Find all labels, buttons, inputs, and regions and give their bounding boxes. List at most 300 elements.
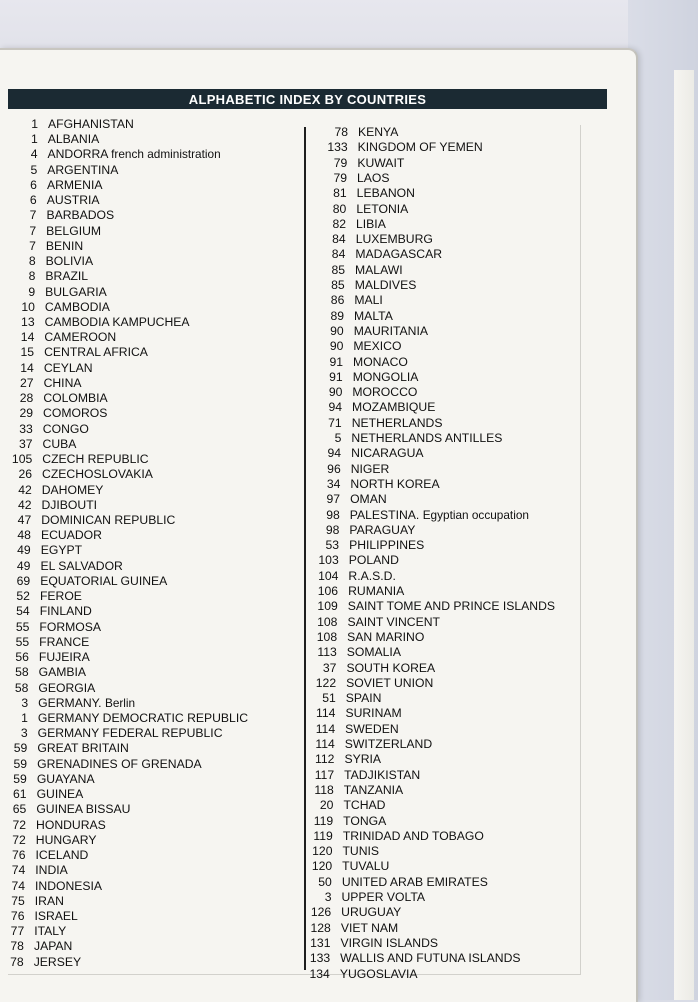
country-label: BOLIVIA	[45, 254, 94, 269]
country-name	[40, 604, 92, 619]
country-name	[36, 848, 89, 863]
country-label: PARAGUAY	[349, 522, 416, 537]
country-label: BENIN	[45, 238, 84, 253]
country-label: LEBANON	[356, 186, 415, 201]
country-label: MALDIVES	[354, 278, 417, 292]
index-entry	[0, 696, 288, 711]
index-entry	[318, 140, 578, 155]
page-number: 34	[326, 476, 341, 491]
country-name	[35, 879, 102, 894]
country-name	[38, 696, 135, 711]
index-entry	[302, 890, 562, 905]
index-entry	[313, 355, 573, 370]
country-label: MONACO	[353, 354, 408, 369]
country-label: GUINEA BISSAU	[36, 802, 131, 817]
country-name	[348, 599, 555, 614]
country-name	[348, 584, 404, 599]
index-entry	[6, 208, 296, 223]
page-number: 49	[16, 558, 31, 573]
country-name	[345, 722, 399, 737]
page-number: 94	[328, 400, 343, 415]
index-entry	[0, 818, 286, 833]
country-name	[46, 254, 93, 269]
country-name	[37, 787, 84, 802]
page-number: 84	[332, 232, 346, 247]
country-name	[344, 783, 403, 798]
country-name	[39, 620, 101, 635]
page-number: 86	[330, 293, 345, 308]
country-name	[39, 635, 89, 650]
country-label: LIBIA	[356, 216, 386, 231]
index-entry	[307, 630, 567, 645]
page-number: 96	[327, 461, 341, 476]
country-name	[345, 706, 401, 721]
country-name	[35, 894, 64, 909]
country-name	[352, 400, 435, 415]
page-number: 48	[17, 528, 31, 543]
page-number: 42	[17, 497, 32, 512]
page-number: 94	[327, 446, 342, 461]
country-name	[37, 757, 202, 772]
page-number: 81	[333, 186, 347, 201]
country-label: SAINT TOME AND PRINCE ISLANDS	[347, 599, 556, 614]
index-entry	[302, 875, 562, 890]
index-entry	[8, 132, 298, 147]
page-number: 72	[12, 832, 26, 847]
country-name	[353, 355, 408, 370]
country-label: NIGER	[350, 461, 390, 476]
page-number: 78	[10, 954, 24, 969]
country-name	[44, 345, 148, 360]
country-name	[343, 798, 385, 813]
country-label: GREAT BRITAIN	[37, 741, 129, 756]
page-number: 75	[11, 893, 25, 908]
page-number: 79	[333, 155, 348, 170]
index-entry	[310, 492, 570, 507]
country-name	[43, 391, 107, 406]
page-number: 13	[21, 314, 35, 329]
country-name	[352, 385, 417, 400]
page-number: 55	[15, 634, 30, 649]
country-name	[40, 589, 82, 604]
page-number: 84	[331, 247, 346, 262]
country-name	[352, 416, 443, 431]
page-number: 15	[20, 345, 35, 360]
index-entry	[8, 117, 298, 132]
country-label: DJIBOUTI	[41, 497, 98, 512]
country-label: MALAWI	[355, 262, 403, 277]
country-name	[42, 452, 148, 467]
page-number: 91	[329, 354, 344, 369]
country-label: ITALY	[34, 924, 67, 939]
index-entry	[303, 814, 563, 829]
country-name	[341, 905, 401, 920]
page-number: 78	[334, 125, 348, 139]
index-entry	[0, 955, 284, 970]
country-name	[353, 370, 419, 385]
page-number: 71	[328, 415, 342, 430]
country-name	[357, 171, 390, 186]
country-label: TONGA	[343, 813, 387, 828]
index-entry	[301, 921, 561, 936]
country-name	[357, 186, 415, 201]
index-entry	[0, 741, 287, 756]
page-number: 119	[313, 813, 334, 828]
country-name	[48, 132, 99, 147]
country-label: SWEDEN	[345, 721, 399, 736]
country-label: URUGUAY	[341, 905, 402, 920]
country-name	[356, 217, 386, 232]
index-entry	[0, 894, 285, 909]
index-entry	[0, 574, 290, 589]
index-entry	[0, 604, 290, 619]
page-number: 108	[316, 629, 338, 644]
page-number: 3	[20, 726, 28, 741]
index-entry	[3, 422, 293, 437]
page-number: 37	[18, 436, 33, 451]
country-name	[45, 300, 110, 315]
country-name	[37, 741, 128, 756]
country-name	[40, 574, 167, 589]
page-number: 54	[16, 604, 30, 619]
country-name	[45, 269, 88, 284]
index-entry	[310, 477, 570, 492]
index-entry	[7, 178, 297, 193]
page-number: 5	[30, 162, 38, 177]
page-number: 77	[10, 924, 25, 939]
country-label: TUNIS	[342, 844, 380, 859]
country-label: CAMEROON	[44, 330, 117, 345]
country-name	[343, 829, 484, 844]
page-number: 106	[317, 584, 339, 598]
country-label: CONGO	[42, 421, 89, 436]
index-entry	[7, 163, 297, 178]
page-number: 29	[19, 406, 34, 421]
index-entry	[317, 186, 577, 201]
page-number: 58	[14, 680, 29, 695]
index-entry	[304, 783, 564, 798]
country-name	[358, 140, 483, 155]
country-label: NETHERLANDS	[351, 415, 443, 430]
country-label: MAURITANIA	[353, 323, 428, 338]
country-name	[344, 752, 381, 767]
country-label: INDIA	[35, 863, 68, 878]
index-entry	[5, 315, 295, 330]
country-label: NETHERLANDS ANTILLES	[351, 431, 503, 445]
country-name	[43, 406, 107, 421]
index-entry	[2, 467, 292, 482]
page-number: 58	[15, 665, 29, 680]
country-label: EL SALVADOR	[40, 558, 123, 573]
page-number: 103	[318, 553, 339, 568]
country-label: BELGIUM	[46, 223, 102, 238]
country-label: GEORGIA	[38, 680, 96, 695]
country-label: CHINA	[43, 375, 82, 390]
index-entry	[0, 620, 289, 635]
page-edge-shadow	[674, 70, 694, 1000]
country-name	[346, 676, 433, 691]
index-entry	[2, 498, 292, 513]
country-name	[36, 833, 97, 848]
country-name	[48, 117, 134, 132]
index-entry	[312, 385, 572, 400]
country-label: GERMANY DEMOCRATIC REPUBLIC	[37, 710, 249, 725]
country-name	[345, 737, 432, 752]
country-label: ANDORRA	[47, 147, 108, 162]
country-name	[340, 951, 520, 966]
index-entry	[310, 508, 570, 523]
index-entry	[313, 339, 573, 354]
page-number: 104	[318, 568, 339, 583]
country-name	[342, 844, 379, 859]
country-label: POLAND	[348, 553, 399, 568]
page-number: 1	[30, 132, 38, 147]
country-name	[39, 650, 90, 665]
index-entry	[0, 681, 288, 696]
country-name	[45, 315, 190, 330]
index-entry	[0, 772, 287, 787]
country-label: MADAGASCAR	[355, 247, 443, 262]
page-number: 120	[311, 859, 333, 874]
page-number: 10	[21, 299, 35, 314]
page-number: 112	[315, 752, 335, 767]
country-label: CZECHOSLOVAKIA	[42, 467, 153, 482]
country-label: SAN MARINO	[347, 629, 425, 644]
country-name	[346, 661, 435, 676]
index-entry	[0, 909, 284, 924]
country-name	[355, 278, 417, 293]
country-label: OMAN	[350, 492, 387, 507]
country-name	[47, 163, 118, 178]
index-entry	[308, 584, 568, 599]
index-entry	[300, 967, 560, 982]
country-name	[342, 890, 426, 905]
page-number: 126	[310, 905, 332, 920]
country-label: IRAN	[34, 893, 64, 908]
country-label: BULGARIA	[45, 284, 107, 299]
page-number: 76	[10, 908, 25, 923]
country-name	[43, 437, 77, 452]
country-label: GUINEA	[36, 787, 84, 802]
country-label: FEROE	[39, 589, 82, 604]
index-entry	[0, 787, 287, 802]
country-name	[44, 361, 93, 376]
index-entry	[6, 224, 296, 239]
country-label: COLOMBIA	[43, 391, 108, 406]
page-number: 128	[310, 920, 331, 935]
index-entry	[0, 802, 286, 817]
country-label: UNITED ARAB EMIRATES	[341, 874, 488, 889]
index-entry	[314, 309, 574, 324]
page-number: 82	[332, 216, 347, 231]
page-number: 89	[330, 308, 345, 323]
index-entry	[313, 370, 573, 385]
page-number: 8	[28, 254, 36, 269]
index-entry	[309, 523, 569, 538]
country-name	[347, 645, 401, 660]
country-label: R.A.S.D.	[348, 568, 396, 583]
country-label: MALI	[354, 293, 383, 308]
country-name	[46, 224, 101, 239]
index-entry	[0, 863, 285, 878]
page-number: 14	[20, 360, 34, 375]
page-number: 114	[315, 721, 336, 736]
country-name	[356, 202, 408, 217]
index-entry	[305, 722, 565, 737]
country-label: BARBADOS	[46, 208, 115, 223]
country-label: NICARAGUA	[351, 446, 424, 461]
country-label: AFGHANISTAN	[48, 117, 134, 131]
index-entry	[5, 269, 295, 284]
country-label: FORMOSA	[39, 619, 102, 634]
index-entry	[4, 330, 294, 345]
country-name	[358, 125, 398, 140]
country-label: SAINT VINCENT	[347, 614, 440, 629]
index-entry	[3, 437, 293, 452]
page-number: 53	[325, 538, 340, 553]
page-number: 78	[10, 939, 24, 954]
country-name	[46, 208, 114, 223]
page-number: 134	[309, 966, 330, 981]
page-number: 1	[21, 710, 28, 725]
page-number: 55	[15, 619, 30, 634]
country-name	[348, 569, 395, 584]
page-number: 27	[20, 375, 34, 390]
page-number: 26	[18, 467, 33, 482]
country-name	[41, 513, 175, 528]
page-number: 109	[317, 599, 338, 614]
country-name	[39, 665, 86, 680]
country-label: KUWAIT	[357, 155, 405, 170]
index-entry	[316, 217, 576, 232]
country-label: NORTH KOREA	[350, 476, 440, 491]
index-entry	[315, 278, 575, 293]
country-label: BRAZIL	[45, 269, 89, 284]
page-number: 59	[13, 741, 28, 756]
page-number: 90	[328, 385, 343, 400]
country-name	[351, 446, 423, 461]
frame-line-right	[580, 125, 581, 974]
index-entry	[303, 829, 563, 844]
index-entry	[300, 951, 560, 966]
country-name	[34, 909, 77, 924]
page-number: 6	[30, 177, 37, 192]
country-note: Berlin	[104, 695, 136, 710]
country-name	[354, 293, 382, 308]
country-name	[351, 431, 502, 446]
index-entry	[301, 936, 561, 951]
country-label: CAMBODIA	[44, 299, 110, 314]
country-name	[344, 768, 420, 783]
index-entry	[305, 737, 565, 752]
country-label: SOVIET UNION	[346, 675, 434, 690]
index-entry	[0, 757, 287, 772]
page-number: 28	[19, 391, 34, 406]
country-label: CUBA	[42, 436, 77, 451]
page-number: 9	[28, 284, 36, 299]
index-entry	[0, 589, 290, 604]
page-number: 108	[317, 614, 338, 629]
country-name	[346, 691, 382, 706]
page-number: 117	[314, 767, 335, 782]
country-label: FUJEIRA	[38, 650, 90, 665]
page-number: 91	[329, 369, 343, 384]
index-entry	[317, 156, 577, 171]
country-name	[342, 875, 488, 890]
country-name	[350, 492, 387, 507]
country-name	[38, 681, 95, 696]
page-number: 52	[16, 589, 30, 604]
index-entry	[317, 171, 577, 186]
index-entry	[1, 513, 291, 528]
country-name	[35, 863, 68, 878]
index-entry	[6, 254, 296, 269]
country-name	[341, 921, 398, 936]
country-label: ALBANIA	[47, 132, 100, 147]
index-entry	[0, 833, 286, 848]
country-name	[343, 814, 386, 829]
country-label: MEXICO	[353, 339, 402, 354]
page-number: 5	[334, 431, 342, 445]
country-name	[44, 330, 116, 345]
page-number: 72	[12, 817, 27, 832]
index-entry	[311, 431, 571, 446]
page-number: 1	[31, 117, 38, 131]
page-number: 114	[315, 737, 335, 751]
country-label: SOMALIA	[346, 645, 401, 660]
index-entry	[314, 293, 574, 308]
country-label: FRANCE	[39, 634, 90, 649]
index-entry	[0, 848, 286, 863]
country-name	[42, 483, 104, 498]
index-entry	[4, 361, 294, 376]
index-entry	[5, 300, 295, 315]
country-label: LAOS	[357, 170, 390, 185]
index-entry	[303, 798, 563, 813]
country-label: DAHOMEY	[41, 482, 104, 497]
page-number: 61	[13, 787, 27, 802]
index-entry	[309, 553, 569, 568]
country-name	[37, 772, 95, 787]
country-label: HUNGARY	[35, 832, 97, 847]
country-name	[357, 156, 404, 171]
country-name	[341, 936, 439, 951]
country-name	[47, 147, 220, 162]
index-entry	[312, 416, 572, 431]
country-label: MONGOLIA	[352, 369, 419, 384]
country-label: LUXEMBURG	[355, 232, 433, 247]
country-label: TADJIKISTAN	[344, 767, 421, 782]
country-name	[46, 239, 83, 254]
page-number: 74	[11, 863, 26, 878]
page-number: 80	[332, 201, 347, 216]
country-label: JERSEY	[33, 954, 82, 969]
country-name	[41, 543, 82, 558]
page-number: 65	[12, 802, 27, 817]
country-name	[355, 263, 403, 278]
page-number: 118	[314, 782, 334, 797]
country-label: CENTRAL AFRICA	[44, 345, 148, 360]
index-entry	[307, 645, 567, 660]
country-label: EQUATORIAL GUINEA	[40, 573, 168, 588]
page-number: 98	[325, 522, 340, 537]
index-entry	[0, 726, 288, 741]
country-name	[356, 232, 433, 247]
country-name	[350, 477, 439, 492]
country-label: GERMANY FEDERAL REPUBLIC	[37, 726, 223, 741]
page-number: 33	[19, 421, 33, 436]
country-label: SPAIN	[345, 691, 382, 706]
